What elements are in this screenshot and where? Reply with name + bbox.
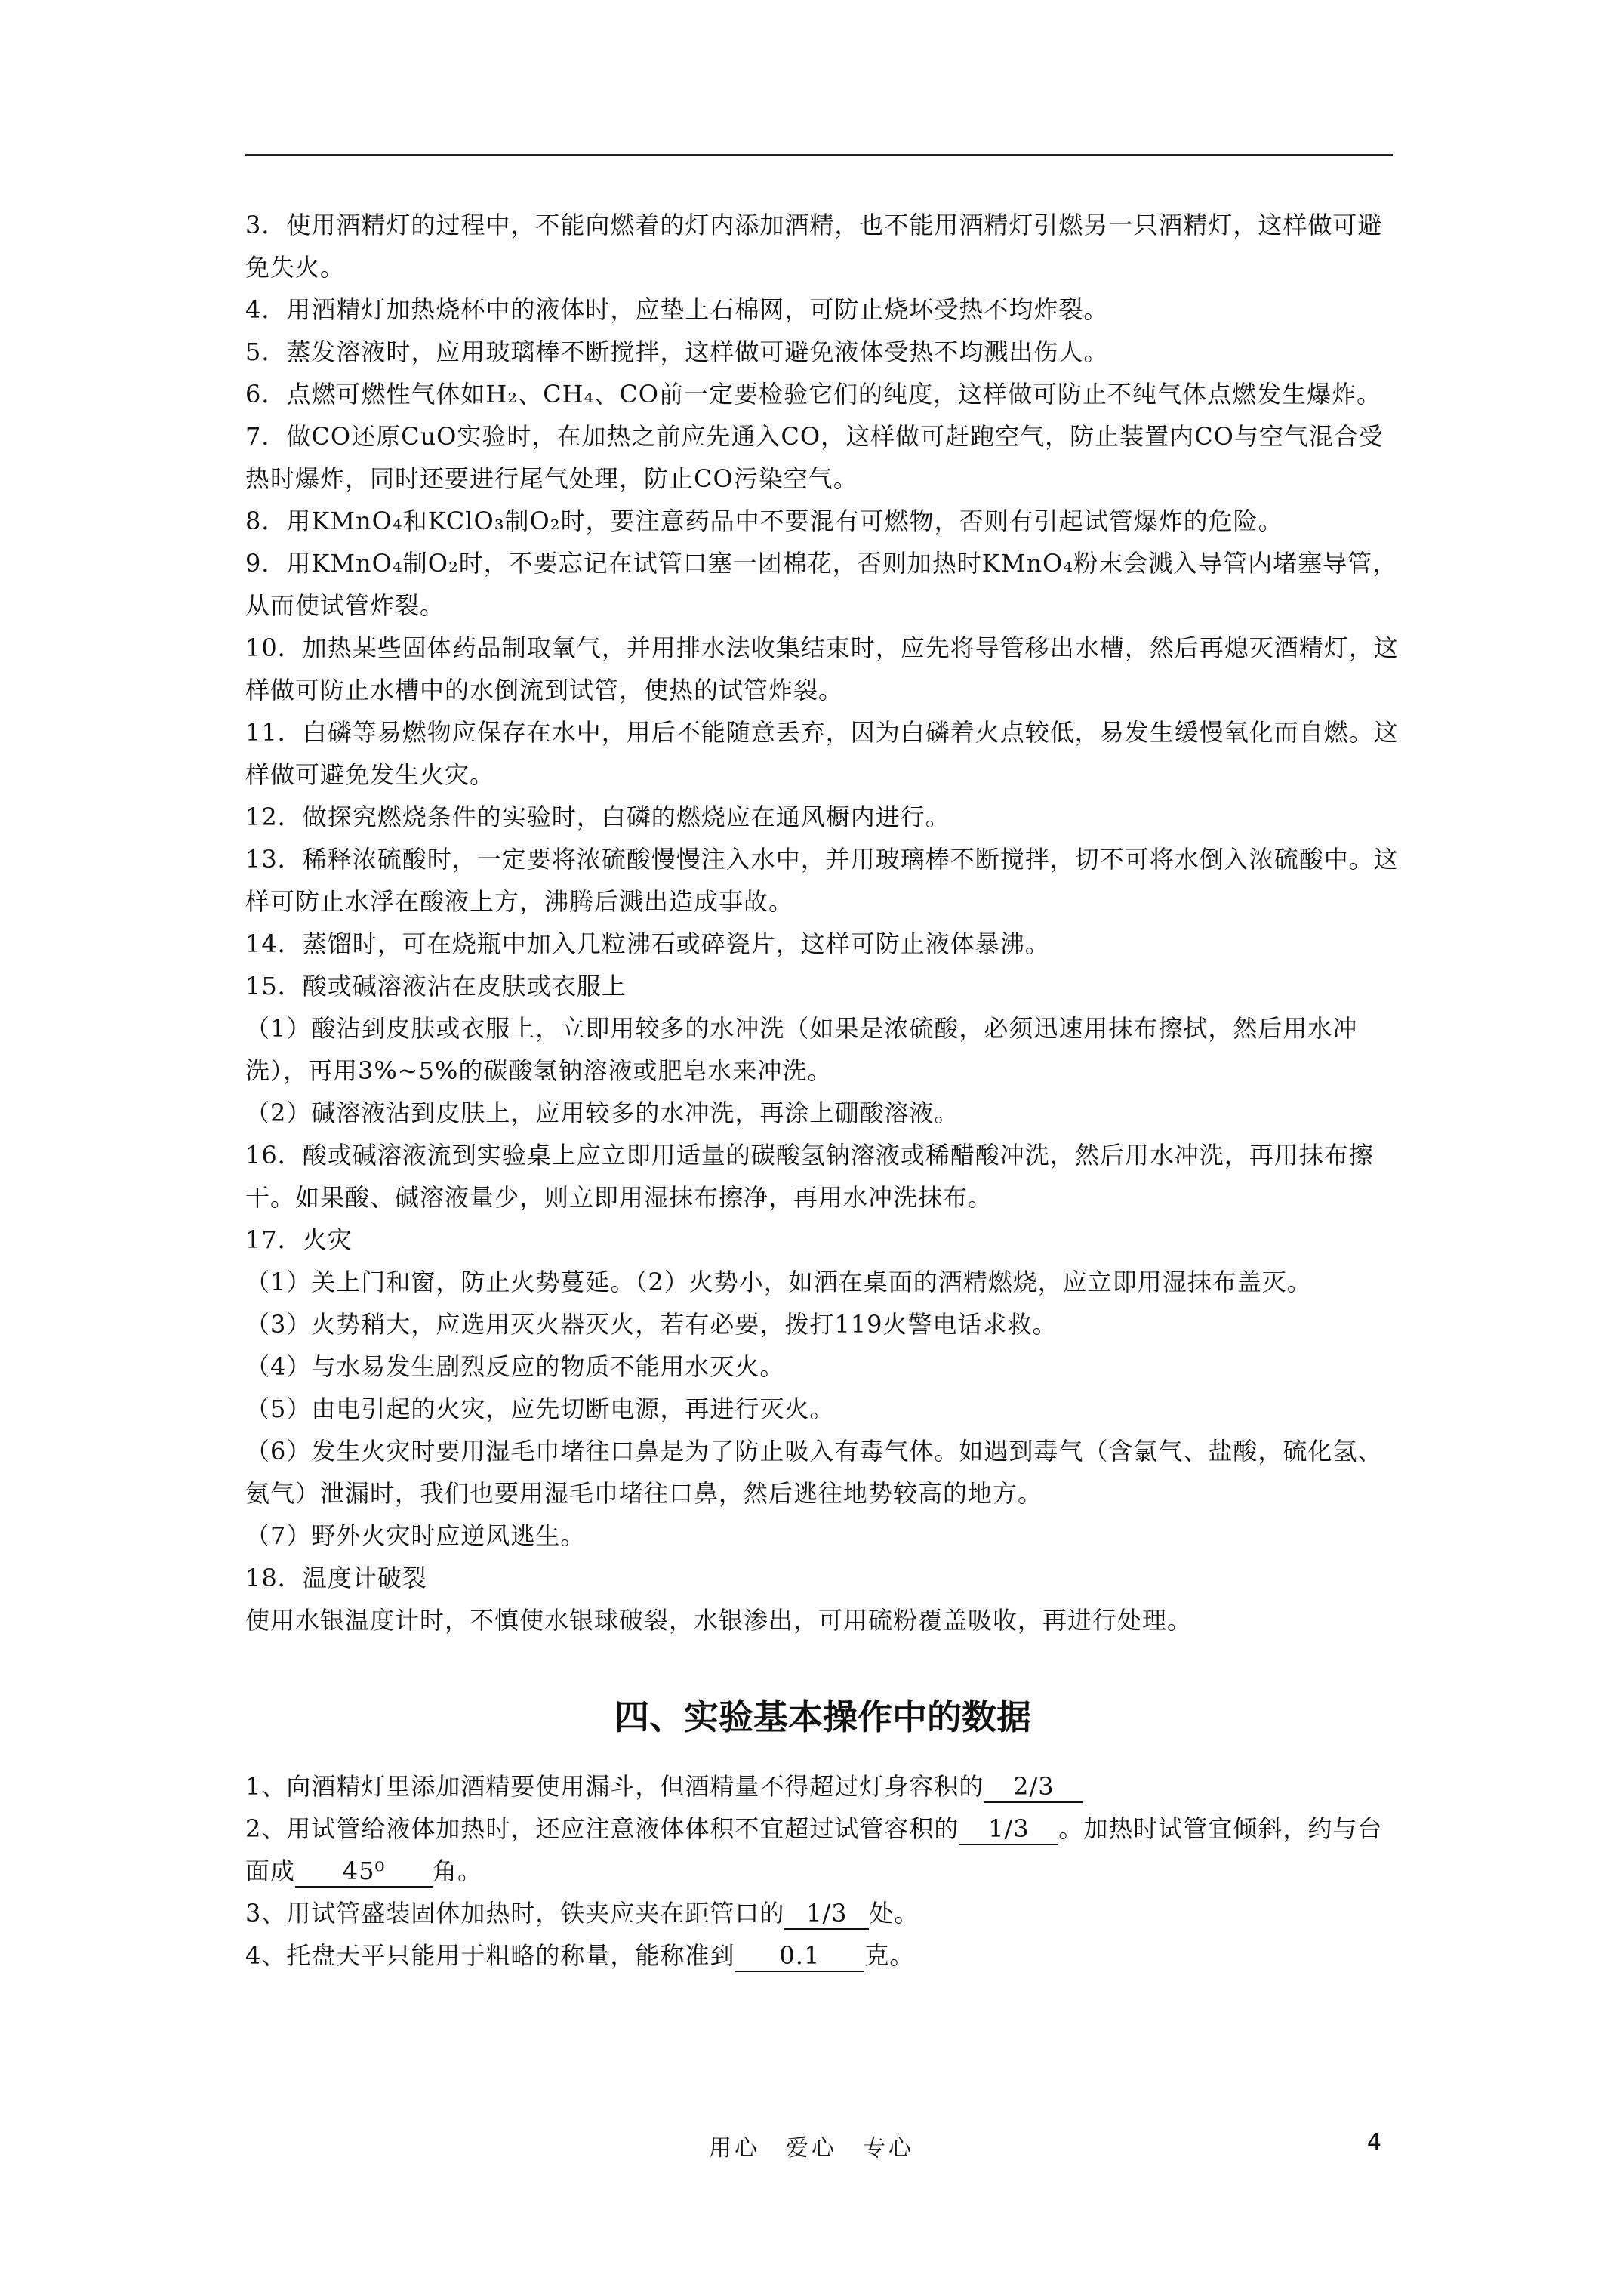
safety-item: 9．用KMnO₄制O₂时，不要忘记在试管口塞一团棉花，否则加热时KMnO₄粉末会溅入导管内堵塞导管，从而使试管炸裂。 bbox=[245, 549, 1398, 620]
safety-item: 12．做探究燃烧条件的实验时，白磷的燃烧应在通风橱内进行。 bbox=[245, 803, 950, 831]
safety-item: 10．加热某些固体药品制取氧气，并用排水法收集结束时，应先将导管移出水槽，然后再熄灭酒精灯，这样做可防止水槽中的水倒流到试管，使热的试管炸裂。 bbox=[245, 633, 1399, 704]
safety-item: 3．使用酒精灯的过程中，不能向燃着的灯内添加酒精，也不能用酒精灯引燃另一只酒精灯，这样做可避免失火。 bbox=[245, 211, 1383, 282]
answer-blank: 1/3 bbox=[959, 1814, 1058, 1845]
answer-blank: 0.1 bbox=[735, 1940, 864, 1972]
data-item: 3、用试管盛装固体加热时，铁夹应夹在距管口的 1/3 处。 bbox=[245, 1892, 1400, 1934]
safety-item: 16．酸或碱溶液流到实验桌上应立即用适量的碳酸氢钠溶液或稀醋酸冲洗，然后用水冲洗，再用抹布擦干。如果酸、碱溶液量少，则立即用湿抹布擦净，再用水冲洗抹布。 bbox=[245, 1141, 1374, 1212]
safety-item: 7．做CO还原CuO实验时，在加热之前应先通入CO，这样做可赶跑空气，防止装置内CO与空气混合受热时爆炸，同时还要进行尾气处理，防止CO污染空气。 bbox=[245, 422, 1384, 493]
safety-item: 使用水银温度计时，不慎使水银球破裂，水银渗出，可用硫粉覆盖吸收，再进行处理。 bbox=[245, 1606, 1193, 1635]
safety-item: （6）发生火灾时要用湿毛巾堵往口鼻是为了防止吸入有毒气体。如遇到毒气（含氯气、盐酸，硫化氢、氨气）泄漏时，我们也要用湿毛巾堵往口鼻，然后逃往地势较高的地方。 bbox=[245, 1437, 1383, 1508]
safety-item: （2）碱溶液沾到皮肤上，应用较多的水冲洗，再涂上硼酸溶液。 bbox=[245, 1099, 959, 1127]
data-item: 1、向酒精灯里添加酒精要使用漏斗，但酒精量不得超过灯身容积的 2/3 bbox=[245, 1765, 1400, 1808]
safety-item: 18．温度计破裂 bbox=[245, 1564, 427, 1592]
safety-item: 5．蒸发溶液时，应用玻璃棒不断搅拌，这样做可避免液体受热不均溅出伤人。 bbox=[245, 337, 1109, 366]
safety-item: （5）由电引起的火灾，应先切断电源，再进行灭火。 bbox=[245, 1395, 835, 1423]
safety-item: （1）关上门和窗，防止火势蔓延。（2）火势小，如洒在桌面的酒精燃烧，应立即用湿抹布盖灭。 bbox=[245, 1268, 1312, 1296]
section-heading: 四、实验基本操作中的数据 bbox=[614, 1697, 1031, 1737]
safety-item: 15．酸或碱溶液沾在皮肤或衣服上 bbox=[245, 972, 627, 1000]
header-rule bbox=[245, 154, 1393, 156]
answer-blank: 1/3 bbox=[784, 1898, 869, 1930]
page-number: 4 bbox=[1366, 2129, 1381, 2156]
safety-list bbox=[245, 204, 1400, 1641]
page-content bbox=[245, 204, 1400, 1977]
data-item: 4、托盘天平只能用于粗略的称量，能称准到 0.1 克。 bbox=[245, 1934, 1400, 1977]
safety-item: （1）酸沾到皮肤或衣服上，立即用较多的水冲洗（如果是浓硫酸，必须迅速用抹布擦拭，然后用水冲洗），再用3%~5%的碳酸氢钠溶液或肥皂水来冲洗。 bbox=[245, 1014, 1358, 1085]
answer-blank: 45⁰ bbox=[295, 1856, 433, 1888]
safety-item: （7）野外火灾时应逆风逃生。 bbox=[245, 1521, 586, 1550]
safety-item: 14．蒸馏时，可在烧瓶中加入几粒沸石或碎瓷片，这样可防止液体暴沸。 bbox=[245, 929, 1050, 958]
data-item: 2、用试管给液体加热时，还应注意液体体积不宜超过试管容积的 1/3 。加热时试管宜倾斜，约与台面成 45⁰ 角。 bbox=[245, 1808, 1400, 1892]
answer-blank: 2/3 bbox=[984, 1771, 1083, 1803]
safety-item: 11．白磷等易燃物应保存在水中，用后不能随意丢弃，因为白磷着火点较低，易发生缓慢氧化而自燃。这样做可避免发生火灾。 bbox=[245, 718, 1399, 789]
safety-item: （3）火势稍大，应选用灭火器灭火，若有必要，拨打119火警电话求救。 bbox=[245, 1310, 1058, 1339]
footer-slogan: 用心 爱心 专心 bbox=[709, 2135, 914, 2162]
safety-item: 4．用酒精灯加热烧杯中的液体时，应垫上石棉网，可防止烧坏受热不均炸裂。 bbox=[245, 295, 1109, 324]
safety-item: 17．火灾 bbox=[245, 1225, 353, 1254]
data-list bbox=[245, 1765, 1400, 1977]
safety-item: 8．用KMnO₄和KClO₃制O₂时，要注意药品中不要混有可燃物，否则有引起试管爆炸的危险。 bbox=[245, 507, 1283, 535]
safety-item: （4）与水易发生剧烈反应的物质不能用水灭火。 bbox=[245, 1352, 785, 1381]
safety-item: 6．点燃可燃性气体如H₂、CH₄、CO前一定要检验它们的纯度，这样做可防止不纯气体点燃发生爆炸。 bbox=[245, 380, 1382, 408]
safety-item: 13．稀释浓硫酸时，一定要将浓硫酸慢慢注入水中，并用玻璃棒不断搅拌，切不可将水倒入浓硫酸中。这样可防止水浮在酸液上方，沸腾后溅出造成事故。 bbox=[245, 845, 1399, 916]
